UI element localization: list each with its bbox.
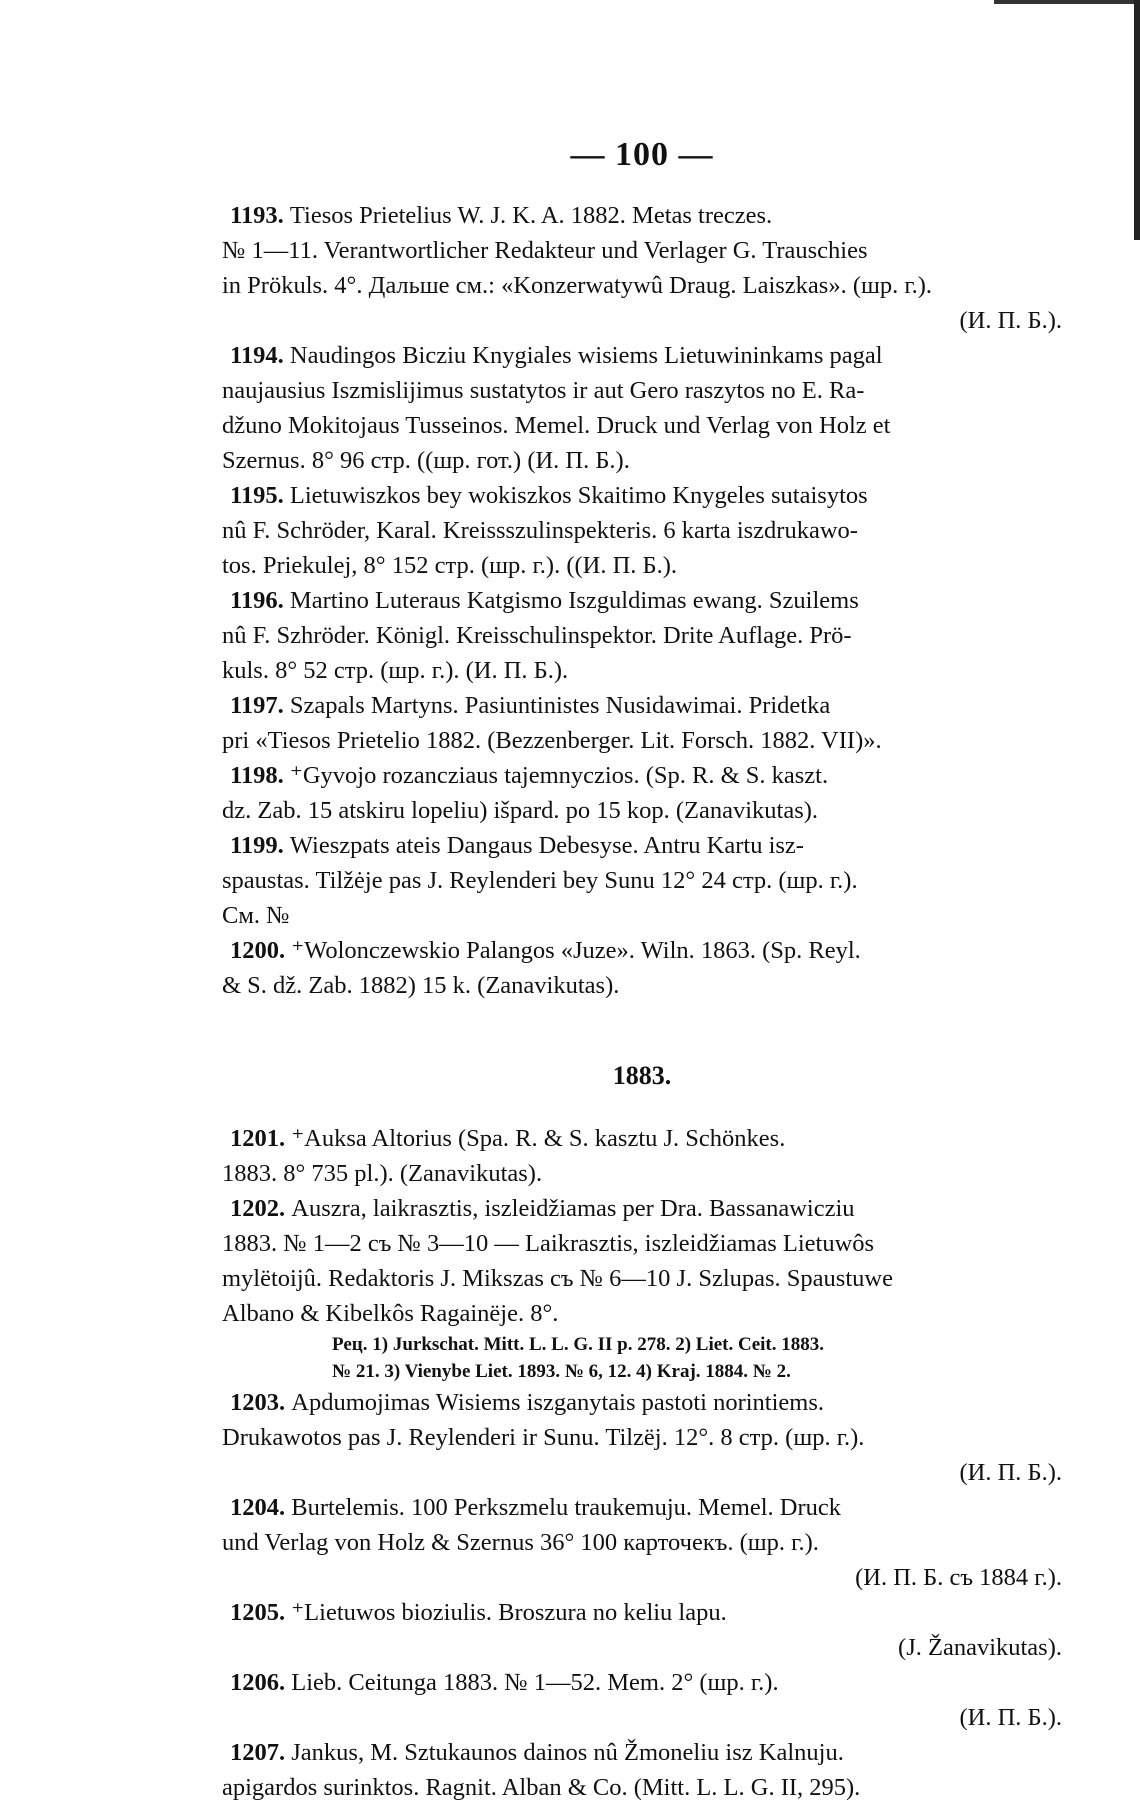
- entry-line: 1194. Naudingos Bicziu Knygiales wisiems Lietuwininkams pagal: [230, 342, 883, 369]
- entry-line: 1195. Lietuwiszkos bey wokiszkos Skaitimo Knygeles sutaisytos: [230, 482, 868, 509]
- entry-line: nû F. Szhröder. Königl. Kreisschulinspektor. Drite Auflage. Prö-: [222, 622, 852, 649]
- entry-line: 1883. 8° 735 pl.). (Zanavikutas).: [222, 1160, 543, 1187]
- entry-line: naujausius Iszmislijimus sustatytos ir aut Gero raszytos no E. Ra-: [222, 377, 865, 404]
- entry-number: 1197.: [230, 692, 290, 719]
- entries-1883: [222, 1121, 1062, 1805]
- entry-source: (И. П. Б. съ 1884 г.).: [855, 1564, 1062, 1591]
- entry-line: kuls. 8° 52 стр. (шр. г.). (И. П. Б.).: [222, 657, 569, 684]
- entry-line: 1201. ⁺Auksa Altorius (Spa. R. & S. kasztu J. Schönkes.: [230, 1125, 786, 1152]
- entry-source: (J. Žanavikutas).: [898, 1634, 1062, 1661]
- entry-line: džuno Mokitojaus Tusseinos. Memel. Druck und Verlag von Holz et: [222, 412, 891, 439]
- entry-line: nû F. Schröder, Karal. Kreissszulinspekteris. 6 karta iszdrukawo-: [222, 517, 858, 544]
- entry-source: (И. П. Б.).: [959, 307, 1062, 334]
- entry-number: 1199.: [230, 832, 290, 859]
- entry-line: und Verlag von Holz & Szernus 36° 100 карточекъ. (шр. г.).: [222, 1529, 819, 1556]
- entry-line: dz. Zab. 15 atskiru lopeliu) išpard. po 15 kop. (Zanavikutas).: [222, 797, 819, 824]
- bibliography-entry: [222, 1665, 1062, 1735]
- page-number: — 100 —: [570, 136, 714, 173]
- entry-number: 1193.: [230, 202, 290, 229]
- bibliography-entry: [222, 688, 1062, 758]
- bibliography-entry: [222, 758, 1062, 828]
- note-line: № 21. 3) Vienybe Liet. 1893. № 6, 12. 4) Kraj. 1884. № 2.: [332, 1361, 791, 1382]
- entry-line: См. №: [222, 902, 290, 929]
- entry-line: Szernus. 8° 96 стр. ((шр. гот.) (И. П. Б.).: [222, 447, 630, 474]
- entry-number: 1206.: [230, 1669, 292, 1696]
- entry-source: (И. П. Б.).: [959, 1459, 1062, 1486]
- entry-line: 1198. ⁺Gyvojo rozancziaus tajemnyczios. (Sp. R. & S. kaszt.: [230, 762, 829, 789]
- entry-line: 1197. Szapals Martyns. Pasiuntinistes Nusidawimai. Pridetka: [230, 692, 831, 719]
- entry-line: pri «Tiesos Prietelio 1882. (Bezzenberger. Lit. Forsch. 1882. VII)».: [222, 727, 882, 754]
- bibliography-entry: [222, 1595, 1062, 1665]
- bibliography-entry: [222, 478, 1062, 583]
- entry-number: 1203.: [230, 1389, 292, 1416]
- entry-number: 1196.: [230, 587, 290, 614]
- book-page: [222, 136, 1062, 1805]
- entry-line: 1200. ⁺Wolonczewskio Palangos «Juze». Wiln. 1863. (Sp. Reyl.: [230, 937, 861, 964]
- bibliography-entry: [222, 1490, 1062, 1595]
- entry-number: 1204.: [230, 1494, 292, 1521]
- entries-1882: [222, 198, 1062, 1003]
- bibliography-entry: [222, 198, 1062, 338]
- entry-line: Drukawotos pas J. Reylenderi ir Sunu. Tilzëj. 12°. 8 стр. (шр. г.).: [222, 1424, 865, 1451]
- entry-line: tos. Priekulej, 8° 152 стр. (шр. г.). ((И. П. Б.).: [222, 552, 677, 579]
- bibliography-entry: [222, 828, 1062, 933]
- entry-number: 1200.: [230, 937, 292, 964]
- bibliography-entry: [222, 583, 1062, 688]
- entry-line: spaustas. Tilžėje pas J. Reylenderi bey Sunu 12° 24 стр. (шр. г.).: [222, 867, 858, 894]
- entry-line: № 1—11. Verantwortlicher Redakteur und Verlager G. Trauschies: [222, 237, 868, 264]
- entry-line: 1202. Auszra, laikrasztis, iszleidžiamas per Dra. Bassanawicziu: [230, 1195, 855, 1222]
- entry-number: 1194.: [230, 342, 290, 369]
- entry-line: 1203. Apdumojimas Wisiems iszganytais pastoti norintiems.: [230, 1389, 825, 1416]
- entry-line: 1205. ⁺Lietuwos bioziulis. Broszura no keliu lapu.: [230, 1599, 727, 1626]
- entry-line: Albano & Kibelkôs Ragainëje. 8°.: [222, 1300, 559, 1327]
- entry-source: (И. П. Б.).: [959, 1704, 1062, 1731]
- entry-line: 1196. Martino Luteraus Katgismo Iszguldimas ewang. Szuilems: [230, 587, 859, 614]
- scan-edge-strip: [994, 0, 1134, 4]
- entry-line: mylëtoijû. Redaktoris J. Mikszas съ № 6—10 J. Szlupas. Spaustuwe: [222, 1265, 893, 1292]
- entry-number: 1198.: [230, 762, 290, 789]
- entry-line: & S. dž. Zab. 1882) 15 k. (Zanavikutas).: [222, 972, 620, 999]
- entry-number: 1205.: [230, 1599, 292, 1626]
- entry-line: 1206. Lieb. Ceitunga 1883. № 1—52. Mem. 2° (шр. г.).: [230, 1669, 779, 1696]
- entry-number: 1207.: [230, 1739, 292, 1766]
- bibliography-entry: [222, 1191, 1062, 1331]
- entry-line: 1204. Burtelemis. 100 Perkszmelu traukemuju. Memel. Druck: [230, 1494, 842, 1521]
- year-heading: 1883.: [612, 1061, 672, 1090]
- entry-line: 1883. № 1—2 съ № 3—10 — Laikrasztis, iszleidžiamas Lietuwôs: [222, 1230, 875, 1257]
- bibliography-entry: [222, 338, 1062, 478]
- scan-edge-rule: [1134, 0, 1140, 240]
- entry-number: 1195.: [230, 482, 290, 509]
- review-note: [222, 1331, 1062, 1385]
- entry-line: 1193. Tiesos Prietelius W. J. K. A. 1882. Metas treczes.: [230, 202, 773, 229]
- entry-line: 1199. Wieszpats ateis Dangaus Debesyse. Antru Kartu isz-: [230, 832, 804, 859]
- bibliography-entry: [222, 1121, 1062, 1191]
- entry-line: apigardos surinktos. Ragnit. Alban & Co. (Mitt. L. L. G. II, 295).: [222, 1774, 861, 1801]
- entry-number: 1201.: [230, 1125, 292, 1152]
- bibliography-entry: [222, 1385, 1062, 1490]
- note-line: Рец. 1) Jurkschat. Mitt. L. L. G. II p. 278. 2) Liet. Ceit. 1883.: [332, 1334, 824, 1355]
- bibliography-entry: [222, 1735, 1062, 1805]
- bibliography-entry: [222, 933, 1062, 1003]
- entry-number: 1202.: [230, 1195, 292, 1222]
- entry-line: in Prökuls. 4°. Дальше см.: «Konzerwatywû Draug. Laiszkas». (шр. г.).: [222, 272, 933, 299]
- entry-line: 1207. Jankus, M. Sztukaunos dainos nû Žmoneliu isz Kalnuju.: [230, 1739, 844, 1766]
